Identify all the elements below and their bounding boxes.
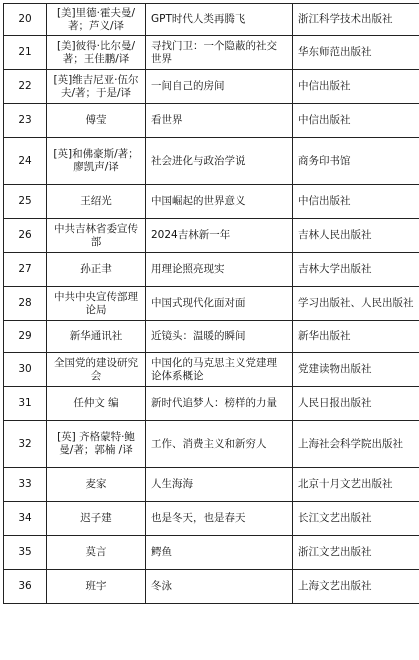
table-row bbox=[4, 321, 419, 353]
table-row bbox=[4, 138, 419, 185]
publisher-cell: 上海文艺出版社 bbox=[293, 570, 419, 604]
table-row bbox=[4, 353, 419, 387]
row-number: 33 bbox=[4, 468, 47, 502]
author-cell: 王绍光 bbox=[47, 185, 146, 219]
title-cell: 一间自己的房间 bbox=[146, 70, 293, 104]
row-number: 34 bbox=[4, 502, 47, 536]
table-row bbox=[4, 4, 419, 36]
author-cell: [英]和佛豪斯/著；廖凯声/译 bbox=[47, 138, 146, 185]
row-number: 20 bbox=[4, 4, 47, 36]
title-cell: 看世界 bbox=[146, 104, 293, 138]
author-cell: 中共吉林省委宣传部 bbox=[47, 219, 146, 253]
table-row bbox=[4, 70, 419, 104]
title-cell: GPT时代人类再腾飞 bbox=[146, 4, 293, 36]
row-number: 31 bbox=[4, 387, 47, 421]
title-cell: 寻找门卫：一个隐蔽的社交世界 bbox=[146, 36, 293, 70]
table-row bbox=[4, 287, 419, 321]
author-cell: 任仲文 编 bbox=[47, 387, 146, 421]
row-number: 21 bbox=[4, 36, 47, 70]
author-cell: 班宇 bbox=[47, 570, 146, 604]
publisher-cell: 华东师范出版社 bbox=[293, 36, 419, 70]
table-row bbox=[4, 185, 419, 219]
title-cell: 人生海海 bbox=[146, 468, 293, 502]
author-cell: 孙正聿 bbox=[47, 253, 146, 287]
title-cell: 用理论照亮现实 bbox=[146, 253, 293, 287]
table-row bbox=[4, 387, 419, 421]
title-cell: 社会进化与政治学说 bbox=[146, 138, 293, 185]
publisher-cell: 中信出版社 bbox=[293, 70, 419, 104]
row-number: 26 bbox=[4, 219, 47, 253]
publisher-cell: 吉林人民出版社 bbox=[293, 219, 419, 253]
title-cell: 2024吉林新一年 bbox=[146, 219, 293, 253]
publisher-cell: 浙江文艺出版社 bbox=[293, 536, 419, 570]
author-cell: [英] 齐格蒙特·鲍曼/著；郭楠 /译 bbox=[47, 421, 146, 468]
row-number: 25 bbox=[4, 185, 47, 219]
row-number: 27 bbox=[4, 253, 47, 287]
title-cell: 中国式现代化面对面 bbox=[146, 287, 293, 321]
publisher-cell: 中信出版社 bbox=[293, 185, 419, 219]
book-list-table bbox=[3, 3, 419, 604]
row-number: 23 bbox=[4, 104, 47, 138]
row-number: 29 bbox=[4, 321, 47, 353]
table-row bbox=[4, 253, 419, 287]
table-row bbox=[4, 502, 419, 536]
author-cell: 傅莹 bbox=[47, 104, 146, 138]
title-cell: 工作、消费主义和新穷人 bbox=[146, 421, 293, 468]
author-cell: 全国党的建设研究会 bbox=[47, 353, 146, 387]
table-row bbox=[4, 36, 419, 70]
publisher-cell: 党建读物出版社 bbox=[293, 353, 419, 387]
table-row bbox=[4, 421, 419, 468]
row-number: 32 bbox=[4, 421, 47, 468]
table-row bbox=[4, 468, 419, 502]
author-cell: [美]里德·霍夫曼/著；芦义/译 bbox=[47, 4, 146, 36]
table-row bbox=[4, 536, 419, 570]
table-row bbox=[4, 219, 419, 253]
author-cell: 迟子建 bbox=[47, 502, 146, 536]
title-cell: 中国化的马克思主义党建理论体系概论 bbox=[146, 353, 293, 387]
publisher-cell: 北京十月文艺出版社 bbox=[293, 468, 419, 502]
author-cell: 莫言 bbox=[47, 536, 146, 570]
row-number: 24 bbox=[4, 138, 47, 185]
row-number: 35 bbox=[4, 536, 47, 570]
row-number: 28 bbox=[4, 287, 47, 321]
author-cell: [英]维吉尼亚·伍尔夫/著；于是/译 bbox=[47, 70, 146, 104]
row-number: 22 bbox=[4, 70, 47, 104]
title-cell: 也是冬天，也是春天 bbox=[146, 502, 293, 536]
table-row bbox=[4, 104, 419, 138]
publisher-cell: 学习出版社、人民出版社 bbox=[293, 287, 419, 321]
row-number: 30 bbox=[4, 353, 47, 387]
author-cell: 新华通讯社 bbox=[47, 321, 146, 353]
publisher-cell: 浙江科学技术出版社 bbox=[293, 4, 419, 36]
publisher-cell: 长江文艺出版社 bbox=[293, 502, 419, 536]
publisher-cell: 人民日报出版社 bbox=[293, 387, 419, 421]
title-cell: 鳄鱼 bbox=[146, 536, 293, 570]
author-cell: 中共中央宣传部理论局 bbox=[47, 287, 146, 321]
author-cell: 麦家 bbox=[47, 468, 146, 502]
publisher-cell: 中信出版社 bbox=[293, 104, 419, 138]
publisher-cell: 新华出版社 bbox=[293, 321, 419, 353]
title-cell: 近镜头：温暖的瞬间 bbox=[146, 321, 293, 353]
publisher-cell: 上海社会科学院出版社 bbox=[293, 421, 419, 468]
table-row bbox=[4, 570, 419, 604]
title-cell: 冬泳 bbox=[146, 570, 293, 604]
publisher-cell: 吉林大学出版社 bbox=[293, 253, 419, 287]
title-cell: 中国崛起的世界意义 bbox=[146, 185, 293, 219]
title-cell: 新时代追梦人：榜样的力量 bbox=[146, 387, 293, 421]
author-cell: [美]彼得·比尔曼/著；王佳鹏/译 bbox=[47, 36, 146, 70]
row-number: 36 bbox=[4, 570, 47, 604]
book-list-body bbox=[4, 4, 419, 604]
publisher-cell: 商务印书馆 bbox=[293, 138, 419, 185]
